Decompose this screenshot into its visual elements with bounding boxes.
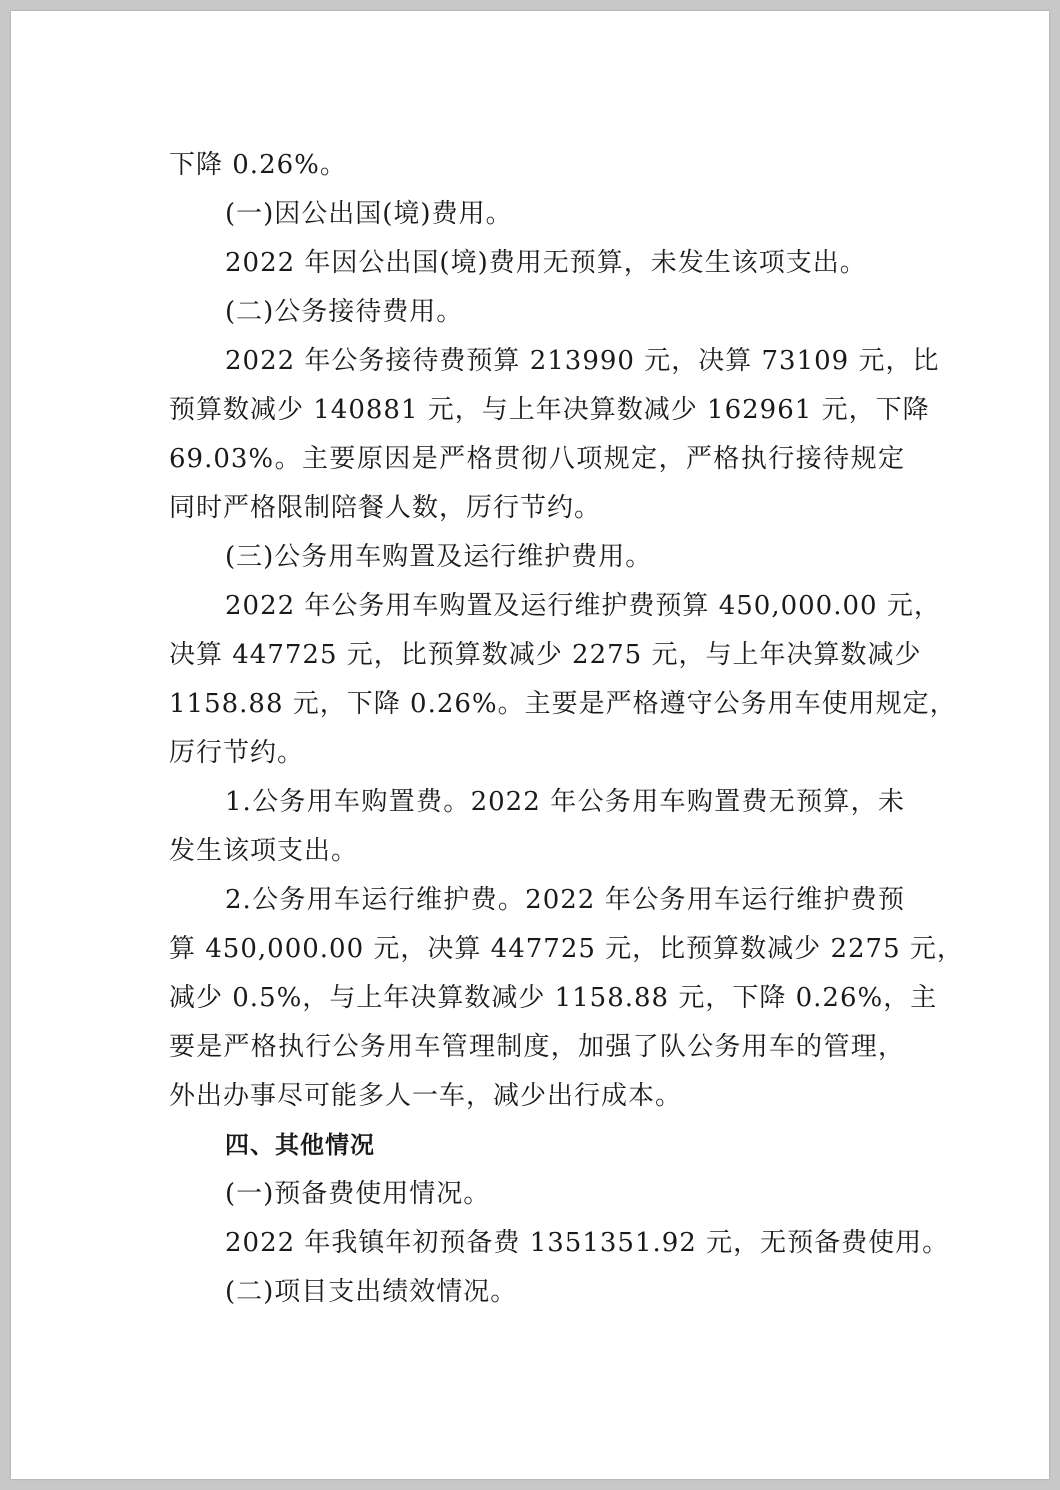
paragraph-line: 1.公务用车购置费。2022 年公务用车购置费无预算，未 xyxy=(225,787,905,817)
paragraph-line: 发生该项支出。 xyxy=(169,836,359,866)
section-heading-2: (二)公务接待费用。 xyxy=(225,297,464,327)
paragraph-line: 算 450,000.00 元，决算 447725 元，比预算数减少 2275 元， xyxy=(169,934,964,964)
document-page xyxy=(11,11,1049,1479)
section-heading-3: (三)公务用车购置及运行维护费用。 xyxy=(225,542,653,572)
subsection-heading: (一)预备费使用情况。 xyxy=(225,1179,491,1209)
paragraph-line: 减少 0.5%，与上年决算数减少 1158.88 元，下降 0.26%，主 xyxy=(169,983,938,1013)
paragraph-line: 2022 年公务用车购置及运行维护费预算 450,000.00 元， xyxy=(225,591,941,621)
paragraph-line: 决算 447725 元，比预算数减少 2275 元，与上年决算数减少 xyxy=(169,640,922,670)
section-title-4: 四、其他情况 xyxy=(225,1131,375,1159)
paragraph-line: 2022 年我镇年初预备费 1351351.92 元，无预备费使用。 xyxy=(225,1228,950,1258)
paragraph-line: 69.03%。主要原因是严格贯彻八项规定，严格执行接待规定 xyxy=(169,444,905,474)
paragraph-line: 预算数减少 140881 元，与上年决算数减少 162961 元，下降 xyxy=(169,395,930,425)
paragraph-line: 外出办事尽可能多人一车，减少出行成本。 xyxy=(169,1081,683,1111)
paragraph-line: 要是严格执行公务用车管理制度，加强了队公务用车的管理， xyxy=(169,1032,905,1062)
paragraph-line: 2.公务用车运行维护费。2022 年公务用车运行维护费预 xyxy=(225,885,905,915)
paragraph-line: 1158.88 元，下降 0.26%。主要是严格遵守公务用车使用规定， xyxy=(169,689,957,719)
paragraph-line: 下降 0.26%。 xyxy=(169,150,347,180)
subsection-heading: (二)项目支出绩效情况。 xyxy=(225,1277,518,1307)
paragraph-line: 厉行节约。 xyxy=(169,738,305,768)
paragraph-line: 2022 年因公出国(境)费用无预算，未发生该项支出。 xyxy=(225,248,867,278)
paragraph-line: 同时严格限制陪餐人数，厉行节约。 xyxy=(169,493,602,523)
section-heading-1: (一)因公出国(境)费用。 xyxy=(225,199,513,229)
paragraph-line: 2022 年公务接待费预算 213990 元，决算 73109 元，比 xyxy=(225,346,940,376)
